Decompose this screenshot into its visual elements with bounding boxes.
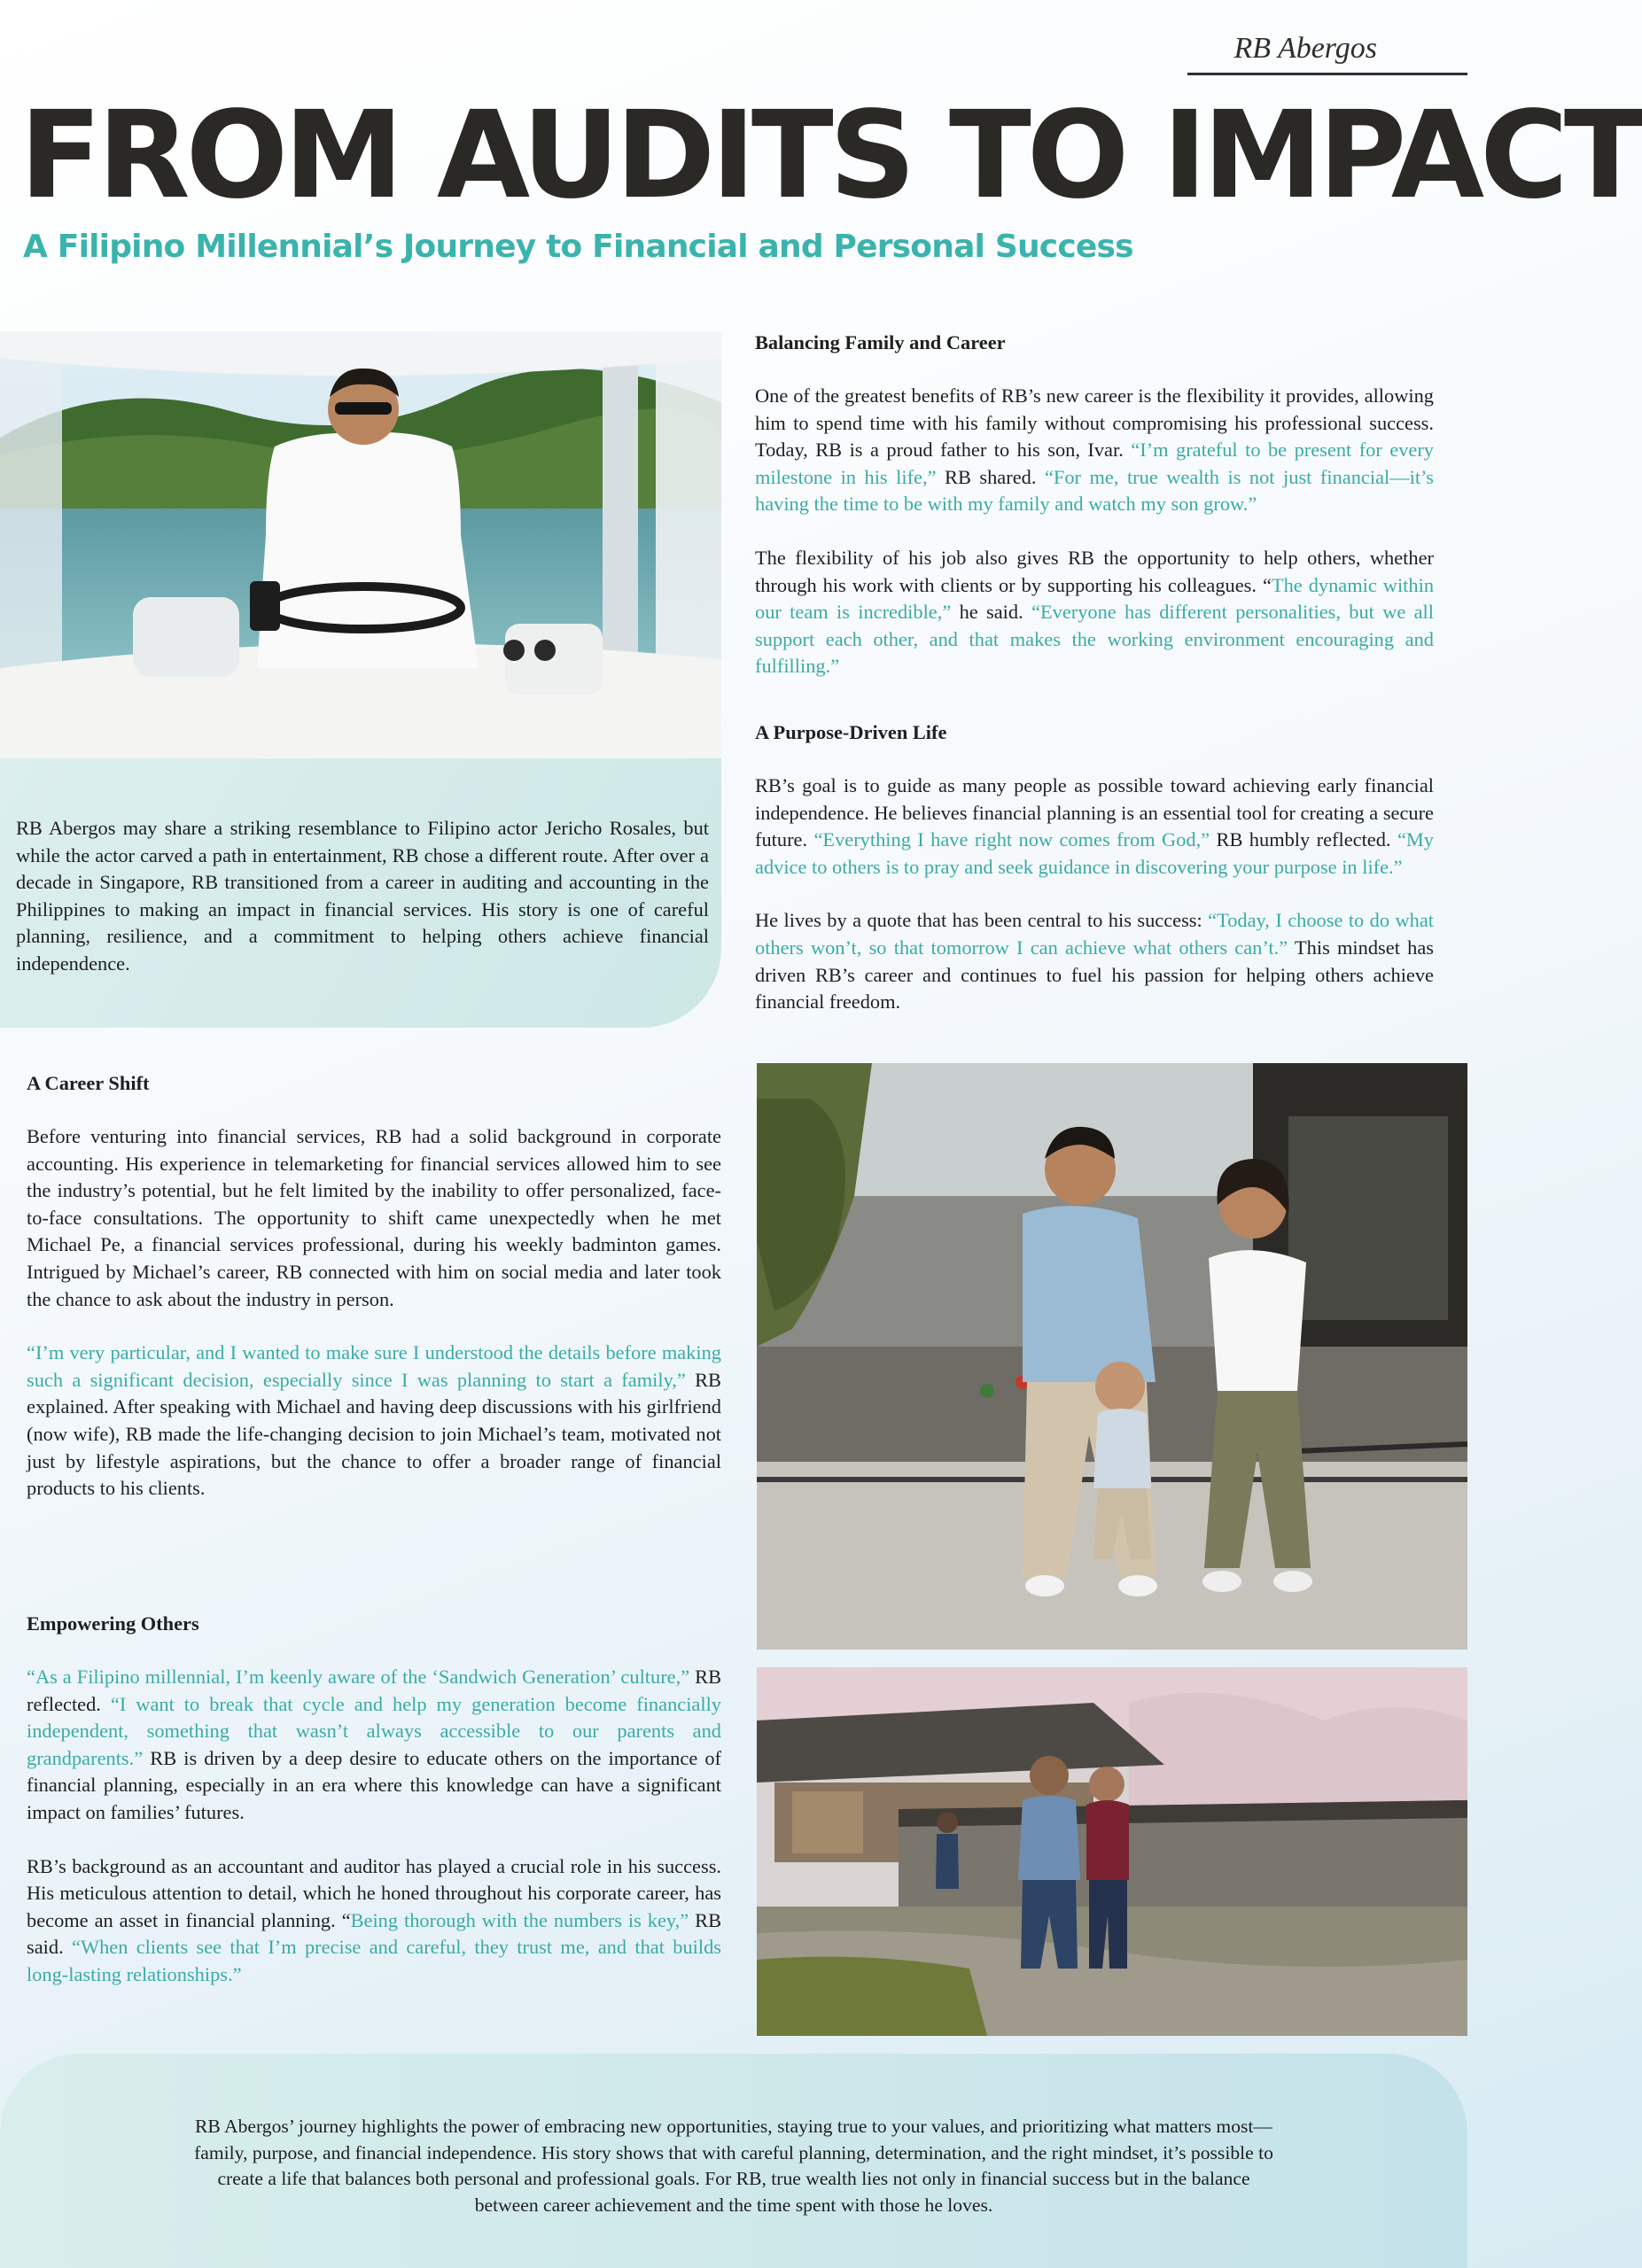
family-photo-illustration <box>757 1063 1467 1650</box>
section-heading-empowering: Empowering Others <box>27 1612 199 1635</box>
balancing-section <box>755 330 1434 680</box>
purpose-paragraph-2: He lives by a quote that has been central to his success: “Today, I choose to do what others won’t, so that tomorrow I can achieve what others can’t.” This mindset has driven RB’s career and continues to fuel his passion for helping others achieve financial freedom. <box>755 909 1435 1014</box>
boat-photo <box>0 331 721 758</box>
author-byline: RB Abergos <box>1233 32 1377 65</box>
empowering-paragraph-2: RB’s background as an accountant and auditor has played a crucial role in his success. His meticulous attention to detail, which he honed throughout his corporate career, has become an asset in financial planning. “Being thorough with the numbers is key,” RB said. “When clients see that I’m precise and careful, they trust me, and that builds long-lasting relationships.” <box>27 1854 721 1985</box>
balancing-paragraph-2: The flexibility of his job also gives RB the opportunity to help others, whether through his work with clients or by supporting his colleagues. “The dynamic within our team is incredible,” he said. “Everyone has different personalities, but we all support each other, and that makes the working environment encouraging and fulfilling.” <box>755 546 1435 678</box>
family-photo <box>757 1063 1467 1650</box>
boat-photo-illustration <box>0 331 721 758</box>
conclusion-paragraph: RB Abergos’ journey highlights the power of embracing new opportunities, staying true to your values, and prioritizing what matters most—family, purpose, and financial independence. His story shows that with careful planning, determination, and the right mindset, it’s possible to create a life that balances both personal and professional goals. For RB, true wealth lies not only in financial success but in the balance between career achievement and the time spent with those he loves. <box>194 2116 1273 2216</box>
section-heading-purpose: A Purpose-Driven Life <box>755 721 947 743</box>
purpose-section <box>755 719 1434 1016</box>
couple-photo <box>757 1667 1467 2036</box>
career-paragraph-2: “I’m very particular, and I wanted to make sure I understood the details before making such a significant decision, especially since I was planning to start a family,” RB explained. After speaking with Michael and having deep discussions with his girlfriend (now wife), RB made the life-changing decision to join Michael’s team, motivated not just by lifestyle aspirations, but the chance to offer a broader range of financial products to his clients. <box>27 1341 721 1500</box>
byline-rule <box>1187 73 1467 75</box>
empowering-section <box>27 1611 721 1989</box>
couple-photo-illustration <box>757 1667 1467 2036</box>
balancing-paragraph-1: One of the greatest benefits of RB’s new career is the flexibility it provides, allowing him to spend time with his family without compromising his professional success. Today, RB is a proud father to his son, Ivar. “I’m grateful to be present for every milestone in his life,” RB shared. “For me, true wealth is not just financial—it’s having the time to be with my family and watch my son grow.” <box>755 384 1434 516</box>
career-section <box>27 1070 721 1503</box>
career-paragraph-1: Before venturing into financial services, RB had a solid background in corporate accounting. His experience in telemarketing for financial services allowed him to see the industry’s potential, but he felt limited by the inability to offer personalized, face-to-face consultations. The opportunity to shift came unexpectedly when he met Michael Pe, a financial services professional, during his weekly badminton games. Intrigued by Michael’s career, RB connected with him on social media and later took the chance to ask about the industry in person. <box>27 1125 721 1310</box>
article-title: FROM AUDITS TO IMPACT <box>19 86 1642 226</box>
article-subtitle: A Filipino Millennial’s Journey to Financial and Personal Success <box>23 229 1133 265</box>
section-heading-career: A Career Shift <box>27 1072 150 1094</box>
section-heading-balancing: Balancing Family and Career <box>755 331 1006 353</box>
empowering-paragraph-1: “As a Filipino millennial, I’m keenly aware of the ‘Sandwich Generation’ culture,” RB reflected. “I want to break that cycle and help my generation become financially independent, something that wasn’t always accessible to our parents and grandparents.” RB is driven by a deep desire to educate others on the importance of financial planning, especially in an era where this knowledge can have a significant impact on families’ futures. <box>27 1666 721 1823</box>
purpose-paragraph-1: RB’s goal is to guide as many people as possible toward achieving early financial independence. He believes financial planning is an essential tool for creating a secure future. “Everything I have right now comes from God,” RB humbly reflected. “My advice to others is to pray and seek guidance in discovering your purpose in life.” <box>755 774 1434 878</box>
intro-paragraph: RB Abergos may share a striking resemblance to Filipino actor Jericho Rosales, but while the actor carved a path in entertainment, RB chose a different route. After over a decade in Singapore, RB transitioned from a career in auditing and accounting in the Philippines to making an impact in financial services. His story is one of careful planning, resilience, and a commitment to helping others achieve financial independence. <box>16 817 709 975</box>
